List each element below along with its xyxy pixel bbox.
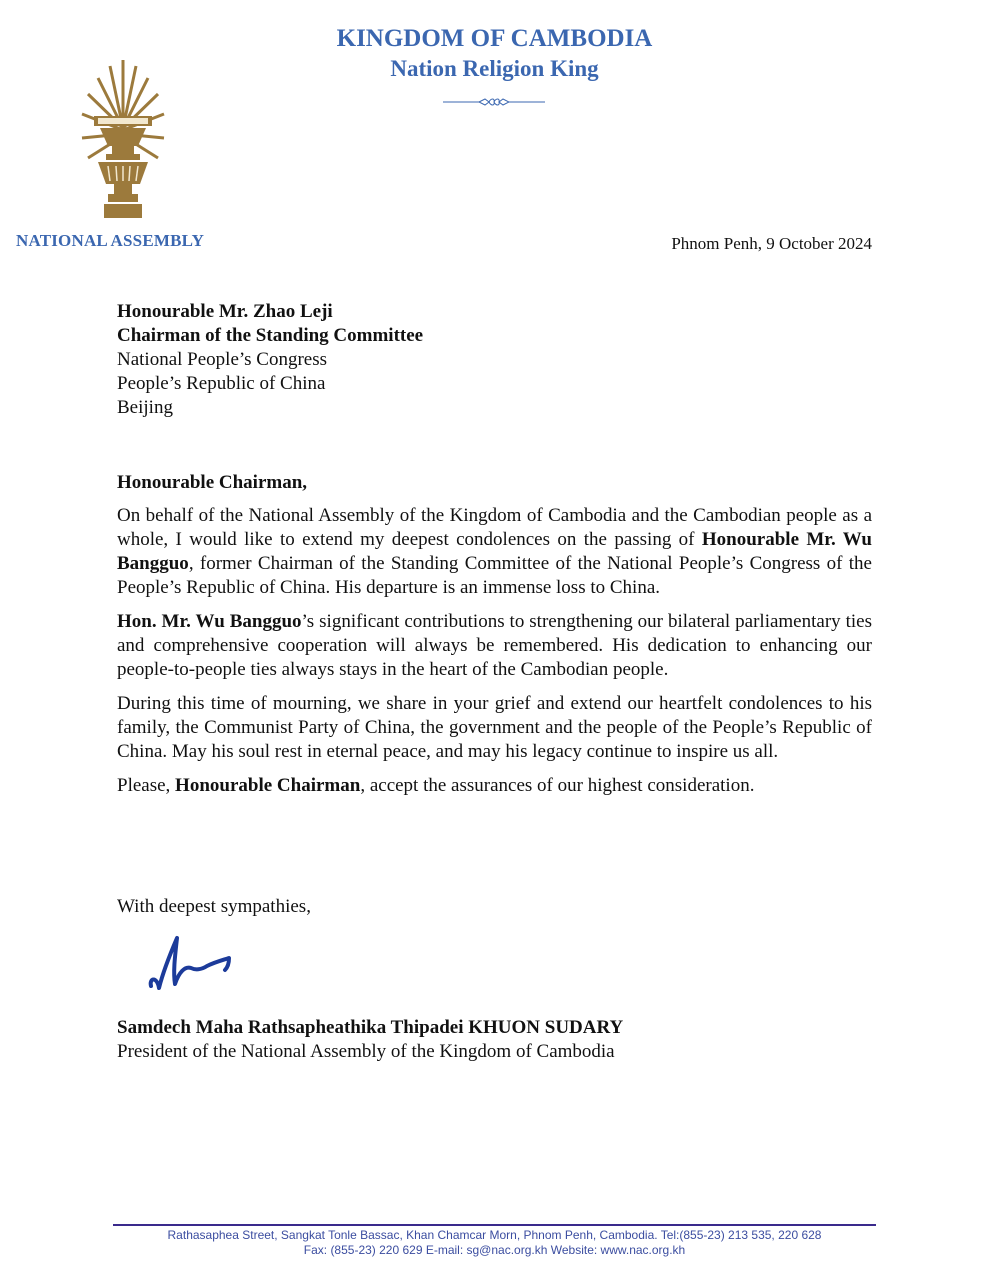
organization-name: NATIONAL ASSEMBLY xyxy=(16,231,205,250)
recipient-country: People’s Republic of China xyxy=(117,373,326,394)
recipient-city: Beijing xyxy=(117,397,173,418)
paragraph-3: During this time of mourning, we share in your grief and extend our heartfelt condolences to his family, the Communist Party of China, the government and the people of the People’s Republic of China. May his soul rest in eternal peace, and may his legacy continue to inspire us all. xyxy=(117,693,872,762)
recipient-address xyxy=(117,300,423,420)
letter-body xyxy=(117,504,872,808)
footer-divider xyxy=(113,1224,876,1226)
national-assembly-emblem-icon xyxy=(78,58,168,220)
letter-date: Phnom Penh, 9 October 2024 xyxy=(671,234,872,253)
recipient-title: Chairman of the Standing Committee xyxy=(117,325,424,346)
decorative-divider-icon xyxy=(443,97,545,107)
recipient-organization: National People’s Congress xyxy=(117,349,328,370)
signer-title: President of the National Assembly of the Kingdom of Cambodia xyxy=(117,1041,615,1062)
salutation: Honourable Chairman, xyxy=(117,472,308,493)
footer-contact xyxy=(0,1228,989,1258)
footer-contacts: Fax: (855-23) 220 629 E-mail: sg@nac.org.kh Website: www.nac.org.kh xyxy=(303,1243,686,1257)
signature-icon xyxy=(145,932,240,994)
national-motto: Nation Religion King xyxy=(390,56,599,81)
closing-phrase: With deepest sympathies, xyxy=(117,896,311,917)
footer-address: Rathasaphea Street, Sangkat Tonle Bassac, Khan Chamcar Morn, Phnom Penh, Cambodia. Tel:(855-23) 213 535, 220 628 xyxy=(167,1228,822,1242)
signer-name: Samdech Maha Rathsapheathika Thipadei KHUON SUDARY xyxy=(117,1017,624,1038)
recipient-name: Honourable Mr. Zhao Leji xyxy=(117,301,333,322)
kingdom-title: KINGDOM OF CAMBODIA xyxy=(336,25,653,52)
signer-block xyxy=(117,1016,623,1064)
paragraph-1: On behalf of the National Assembly of the Kingdom of Cambodia and the Cambodian people as a whole, I would like to extend my deepest condolences on the passing of Honourable Mr. Wu Bangguo, former Chairman of the Standing Committee of the National People’s Congress of the People’s Republic of China. His departure is an immense loss to China. xyxy=(117,505,872,598)
paragraph-2: Hon. Mr. Wu Bangguo’s significant contributions to strengthening our bilateral parliamentary ties and comprehensive cooperation will always be remembered. His dedication to enhancing our people-to-people ties always stays in the heart of the Cambodian people. xyxy=(117,611,872,680)
paragraph-4: Please, Honourable Chairman, accept the assurances of our highest consideration. xyxy=(117,775,755,796)
